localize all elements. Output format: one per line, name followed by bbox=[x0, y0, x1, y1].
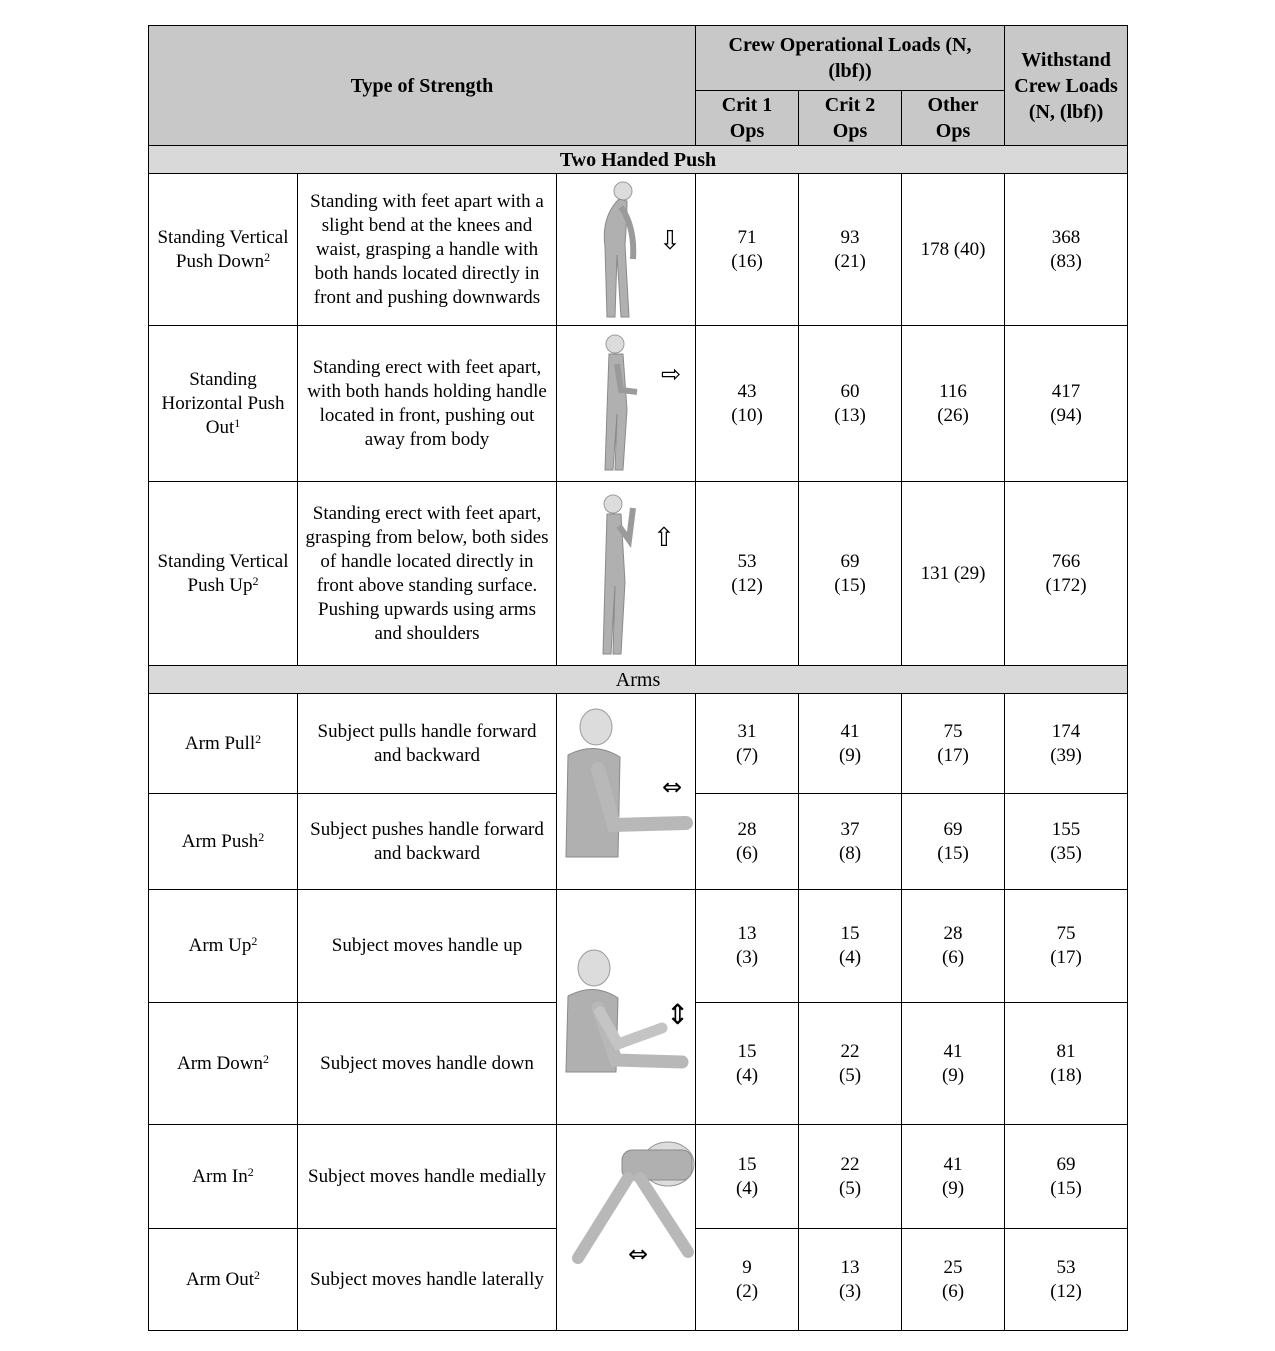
crit1-value: 43 (10) bbox=[696, 326, 799, 482]
other-ops-value: 25 (6) bbox=[902, 1229, 1005, 1331]
table-row bbox=[149, 694, 1128, 794]
crit2-value: 93 (21) bbox=[799, 174, 902, 326]
table-body bbox=[149, 146, 1128, 1331]
section-header: Two Handed Push bbox=[149, 146, 1128, 174]
withstand-value: 69 (15) bbox=[1005, 1125, 1128, 1229]
strength-description: Subject pulls handle forward and backward bbox=[298, 694, 557, 794]
withstand-value: 174 (39) bbox=[1005, 694, 1128, 794]
svg-text:⇔: ⇔ bbox=[661, 772, 682, 801]
crit2-value: 37 (8) bbox=[799, 794, 902, 890]
strength-type-name: Standing Horizontal Push Out$^1$ bbox=[149, 326, 298, 482]
other-ops-value: 69 (15) bbox=[902, 794, 1005, 890]
other-ops-value: 131 (29) bbox=[902, 482, 1005, 666]
crit2-header: Crit 2 Ops bbox=[799, 91, 902, 146]
svg-text:⇨: ⇨ bbox=[661, 359, 682, 388]
withstand-value: 53 (12) bbox=[1005, 1229, 1128, 1331]
withstand-value: 155 (35) bbox=[1005, 794, 1128, 890]
other-ops-value: 116 (26) bbox=[902, 326, 1005, 482]
withstand-value: 81 (18) bbox=[1005, 1003, 1128, 1125]
strength-type-name: Arm Pull$^2$ bbox=[149, 694, 298, 794]
strength-description: Standing with feet apart with a slight bend at the knees and waist, grasping a handle with both hands located directly in front and pushing downwards bbox=[298, 174, 557, 326]
withstand-value: 368 (83) bbox=[1005, 174, 1128, 326]
crit1-value: 15 (4) bbox=[696, 1003, 799, 1125]
crit1-header: Crit 1 Ops bbox=[696, 91, 799, 146]
strength-type-name: Arm Up$^2$ bbox=[149, 890, 298, 1003]
type-of-strength-header: Type of Strength bbox=[149, 26, 696, 146]
withstand-value: 75 (17) bbox=[1005, 890, 1128, 1003]
crit2-value: 41 (9) bbox=[799, 694, 902, 794]
section-header: Arms bbox=[149, 666, 1128, 694]
strength-type-name: Arm Down$^2$ bbox=[149, 1003, 298, 1125]
crit2-value: 15 (4) bbox=[799, 890, 902, 1003]
table-row bbox=[149, 890, 1128, 1003]
crit2-value: 22 (5) bbox=[799, 1003, 902, 1125]
strength-description: Subject moves handle medially bbox=[298, 1125, 557, 1229]
crew-operational-loads-header: Crew Operational Loads (N, (lbf)) bbox=[696, 26, 1005, 91]
other-ops-header: Other Ops bbox=[902, 91, 1005, 146]
withstand-value: 766 (172) bbox=[1005, 482, 1128, 666]
crit1-value: 53 (12) bbox=[696, 482, 799, 666]
crit2-value: 60 (13) bbox=[799, 326, 902, 482]
crit1-value: 15 (4) bbox=[696, 1125, 799, 1229]
crit1-value: 71 (16) bbox=[696, 174, 799, 326]
other-ops-value: 75 (17) bbox=[902, 694, 1005, 794]
strength-table-container bbox=[148, 25, 1127, 1331]
crit1-value: 9 (2) bbox=[696, 1229, 799, 1331]
crew-strength-table bbox=[148, 25, 1128, 1331]
strength-description: Standing erect with feet apart, with both hands holding handle located in front, pushing out away from body bbox=[298, 326, 557, 482]
strength-description: Subject moves handle laterally bbox=[298, 1229, 557, 1331]
bent-over-figure-push-down-image bbox=[557, 174, 696, 326]
strength-type-name: Arm In$^2$ bbox=[149, 1125, 298, 1229]
other-ops-value: 178 (40) bbox=[902, 174, 1005, 326]
strength-type-name: Arm Out$^2$ bbox=[149, 1229, 298, 1331]
crit1-value: 31 (7) bbox=[696, 694, 799, 794]
top-view-figure-arms-spread-image bbox=[557, 1125, 696, 1331]
strength-description: Standing erect with feet apart, grasping from below, both sides of handle located directly in front above standing surface. Pushing upwards using arms and shoulders bbox=[298, 482, 557, 666]
strength-type-name: Standing Vertical Push Down$^2$ bbox=[149, 174, 298, 326]
other-ops-value: 41 (9) bbox=[902, 1125, 1005, 1229]
withstand-value: 417 (94) bbox=[1005, 326, 1128, 482]
strength-description: Subject moves handle down bbox=[298, 1003, 557, 1125]
strength-description: Subject pushes handle forward and backward bbox=[298, 794, 557, 890]
table-row bbox=[149, 174, 1128, 326]
crit2-value: 69 (15) bbox=[799, 482, 902, 666]
svg-text:⇔: ⇔ bbox=[627, 1239, 648, 1268]
crit2-value: 22 (5) bbox=[799, 1125, 902, 1229]
strength-description: Subject moves handle up bbox=[298, 890, 557, 1003]
table-row bbox=[149, 1125, 1128, 1229]
other-ops-value: 28 (6) bbox=[902, 890, 1005, 1003]
strength-type-name: Arm Push$^2$ bbox=[149, 794, 298, 890]
seated-figure-arm-raised-image bbox=[557, 890, 696, 1125]
withstand-crew-loads-header: Withstand Crew Loads (N, (lbf)) bbox=[1005, 26, 1128, 146]
strength-type-name: Standing Vertical Push Up$^2$ bbox=[149, 482, 298, 666]
svg-text:⇧: ⇧ bbox=[653, 522, 675, 553]
standing-figure-push-out-image bbox=[557, 326, 696, 482]
other-ops-value: 41 (9) bbox=[902, 1003, 1005, 1125]
crit2-value: 13 (3) bbox=[799, 1229, 902, 1331]
crit1-value: 13 (3) bbox=[696, 890, 799, 1003]
svg-text:⇩: ⇩ bbox=[659, 226, 681, 256]
crit1-value: 28 (6) bbox=[696, 794, 799, 890]
standing-figure-push-up-image bbox=[557, 482, 696, 666]
table-row bbox=[149, 482, 1128, 666]
svg-text:⇕: ⇕ bbox=[665, 998, 689, 1031]
seated-figure-arm-forward-image bbox=[557, 694, 696, 890]
table-row bbox=[149, 326, 1128, 482]
